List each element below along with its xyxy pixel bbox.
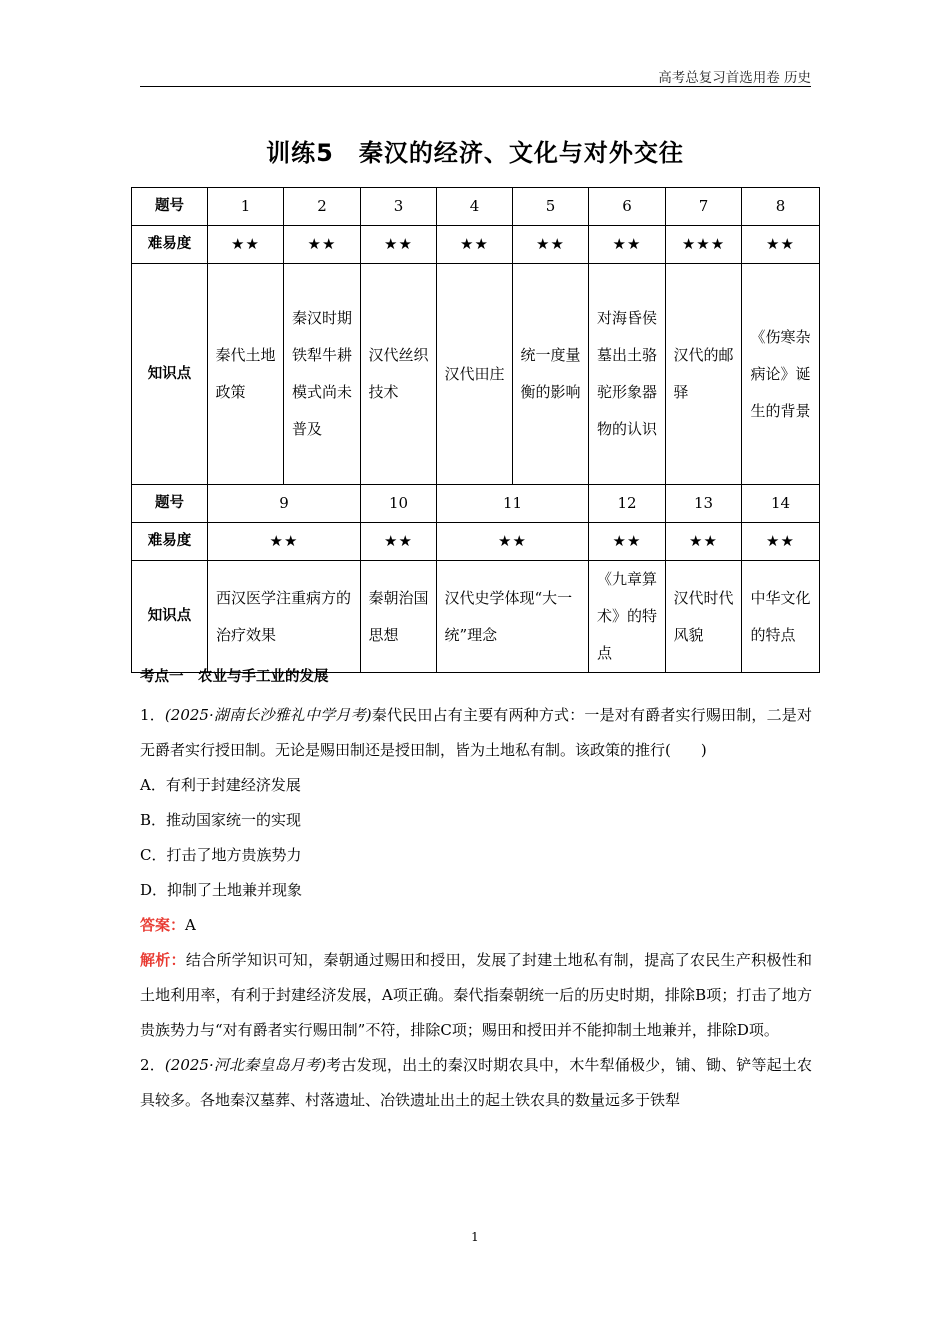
question-number: 6 xyxy=(589,188,666,226)
question-number: 8 xyxy=(742,188,820,226)
analysis-text: 结合所学知识可知，秦朝通过赐田和授田，发展了封建土地私有制，提高了农民生产积极性和土地利用率，有利于封建经济发展，A项正确。秦代指秦朝统一后的历史时期，排除B项；打击了地方贵族势力与“对有爵者实行赐田制”不符，排除C项；赐田和授田并不能抑制土地兼并，排除D项。 xyxy=(140,951,812,1039)
knowledge-point xyxy=(208,264,284,485)
page-title: 训练5 秦汉的经济、文化与对外交往 xyxy=(266,139,684,167)
knowledge-point xyxy=(361,561,437,673)
answer-label: 答案： xyxy=(140,916,186,934)
question-number: 1 xyxy=(208,188,284,226)
knowledge-point xyxy=(208,561,361,673)
difficulty-rating: ★★ xyxy=(437,226,513,264)
knowledge-point-text: 汉代时代风貌 xyxy=(673,588,734,644)
knowledge-point xyxy=(437,264,513,485)
page-number: 1 xyxy=(471,1230,479,1244)
difficulty-rating: ★★ xyxy=(284,226,361,264)
row-label-number: 题号 xyxy=(132,188,208,226)
table-row xyxy=(132,264,820,485)
option-c: C．打击了地方贵族势力 xyxy=(140,846,302,864)
knowledge-point-text: 秦代土地政策 xyxy=(215,346,276,401)
answer-line xyxy=(140,908,812,943)
question-1-stem xyxy=(140,698,812,768)
knowledge-point xyxy=(284,264,361,485)
table-row xyxy=(132,561,820,673)
question-number: 14 xyxy=(742,485,820,523)
question-number: 7 xyxy=(666,188,742,226)
difficulty-rating: ★★ xyxy=(208,226,284,264)
table-row xyxy=(132,485,820,523)
question-number: 9 xyxy=(208,485,361,523)
knowledge-point-text: 《九章算术》的特点 xyxy=(597,570,658,662)
question-2-stem xyxy=(140,1048,812,1118)
knowledge-point-text: 秦汉时期铁犁牛耕模式尚未普及 xyxy=(292,309,353,438)
option-d: D．抑制了土地兼并现象 xyxy=(140,881,303,899)
option-b: B．推动国家统一的实现 xyxy=(140,811,302,829)
question-number: 3 xyxy=(361,188,437,226)
question-text: 考古发现，出土的秦汉时期农具中，木牛犁俑极少，铺、锄、铲等起土农具较多。各地秦汉墓葬、村落遗址、冶铁遗址出土的起土铁农具的数量远多于铁犁 xyxy=(140,1056,812,1109)
knowledge-point-text: 汉代丝织技术 xyxy=(368,346,429,401)
knowledge-point-text: 西汉医学注重病方的治疗效果 xyxy=(216,588,352,644)
difficulty-rating: ★★ xyxy=(589,523,666,561)
table-row xyxy=(132,523,820,561)
question-number: 12 xyxy=(589,485,666,523)
knowledge-point xyxy=(437,561,589,673)
row-label-knowledge: 知识点 xyxy=(132,561,208,673)
question-source: (2025·湖南长沙雅礼中学月考) xyxy=(164,706,372,724)
section-heading: 考点一 农业与手工业的发展 xyxy=(140,669,329,685)
knowledge-point xyxy=(513,264,589,485)
table-row xyxy=(132,226,820,264)
row-label-difficulty: 难易度 xyxy=(132,523,208,561)
difficulty-rating: ★★ xyxy=(513,226,589,264)
header-rule xyxy=(140,86,811,87)
row-label-number: 题号 xyxy=(132,485,208,523)
question-number: 10 xyxy=(361,485,437,523)
difficulty-rating: ★★ xyxy=(742,523,820,561)
knowledge-point-text: 《伤寒杂病论》诞生的背景 xyxy=(750,327,811,420)
difficulty-rating: ★★ xyxy=(437,523,589,561)
knowledge-point-text: 汉代田庄 xyxy=(444,364,505,383)
question-number: 2 xyxy=(284,188,361,226)
knowledge-point-text: 统一度量衡的影响 xyxy=(520,346,581,401)
analysis-paragraph xyxy=(140,943,812,1048)
knowledge-point xyxy=(361,264,437,485)
question-number: 2． xyxy=(140,1056,165,1074)
knowledge-point xyxy=(589,561,666,673)
difficulty-rating: ★★ xyxy=(742,226,820,264)
knowledge-point-text: 对海昏侯墓出土骆驼形象器物的认识 xyxy=(597,309,658,438)
difficulty-rating: ★★ xyxy=(208,523,361,561)
difficulty-rating: ★★ xyxy=(361,226,437,264)
knowledge-point xyxy=(589,264,666,485)
knowledge-table xyxy=(131,187,820,673)
knowledge-point-text: 中华文化的特点 xyxy=(750,588,811,644)
page-header: 高考总复习首选用卷 历史 xyxy=(658,70,811,86)
question-number: 13 xyxy=(666,485,742,523)
knowledge-point xyxy=(666,561,742,673)
knowledge-point xyxy=(742,561,820,673)
question-source: (2025·河北秦皇岛月考) xyxy=(164,1056,327,1074)
knowledge-point-text: 秦朝治国思想 xyxy=(368,588,429,644)
option-a: A．有利于封建经济发展 xyxy=(140,776,301,794)
question-number: 11 xyxy=(437,485,589,523)
difficulty-rating: ★★ xyxy=(589,226,666,264)
answer-value: A xyxy=(185,916,196,934)
difficulty-rating: ★★ xyxy=(666,523,742,561)
knowledge-point xyxy=(666,264,742,485)
knowledge-point xyxy=(742,264,820,485)
question-body xyxy=(140,662,812,1118)
question-number: 4 xyxy=(437,188,513,226)
knowledge-point-text: 汉代的邮驿 xyxy=(673,346,734,401)
knowledge-point-text: 汉代史学体现“大一统”理念 xyxy=(444,588,573,644)
difficulty-rating: ★★ xyxy=(361,523,437,561)
row-label-difficulty: 难易度 xyxy=(132,226,208,264)
question-text: 秦代民田占有主要有两种方式：一是对有爵者实行赐田制，二是对无爵者实行授田制。无论是赐田制还是授田制，皆为土地私有制。该政策的推行( ) xyxy=(140,706,812,759)
question-number: 5 xyxy=(513,188,589,226)
table-row xyxy=(132,188,820,226)
row-label-knowledge: 知识点 xyxy=(132,264,208,485)
question-number: 1． xyxy=(140,706,165,724)
difficulty-rating: ★★★ xyxy=(666,226,742,264)
analysis-label: 解析： xyxy=(140,951,186,969)
